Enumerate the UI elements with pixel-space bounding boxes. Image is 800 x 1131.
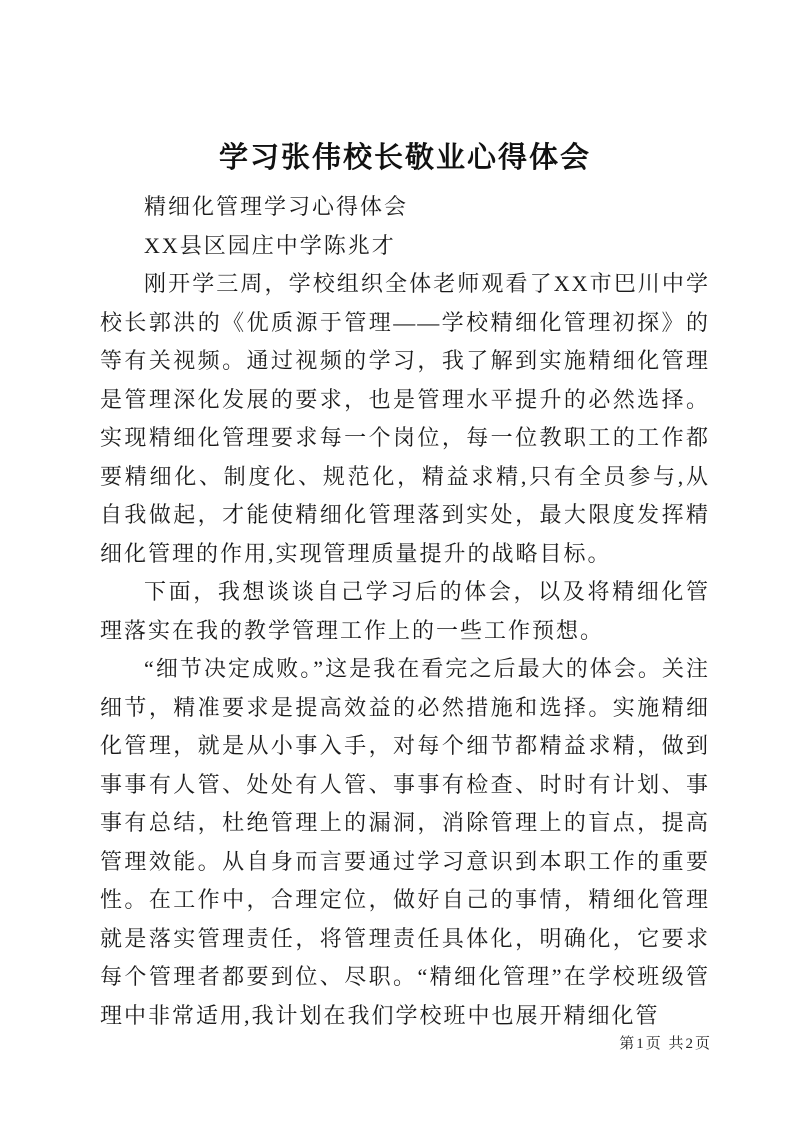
document-content [100, 138, 710, 1035]
paragraph-1: 刚开学三周，学校组织全体老师观看了XX市巴川中学校长郭洪的《优质源于管理——学校精细化管理初探》的等有关视频。通过视频的学习，我了解到实施精细化管理是管理深化发展的要求，也是管理水平提升的必然选择。实现精细化管理要求每一个岗位，每一位教职工的工作都要精细化、制度化、规范化，精益求精,只有全员参与,从自我做起，才能使精细化管理落到实处，最大限度发挥精细化管理的作用,实现管理质量提升的战略目标。 [100, 271, 710, 566]
page-number-footer: 第1页 共2页 [619, 1036, 712, 1052]
paragraph-2: 下面，我想谈谈自己学习后的体会，以及将精细化管理落实在我的教学管理工作上的一些工作预想。 [100, 579, 710, 643]
subtitle-line-1: 精细化管理学习心得体会 [144, 194, 409, 219]
subtitle-line-2: XX县区园庄中学陈兆才 [144, 232, 396, 258]
document-title: 学习张伟校长敬业心得体会 [218, 142, 591, 174]
paragraph-3: “细节决定成败。”这是我在看完之后最大的体会。关注细节，精准要求是提高效益的必然措施和选择。实施精细化管理，就是从小事入手，对每个细节都精益求精，做到事事有人管、处处有人管、事事有检查、时时有计划、事事有总结，杜绝管理上的漏洞，消除管理上的盲点，提高管理效能。从自身而言要通过学习意识到本职工作的重要性。在工作中，合理定位，做好自己的事情，精细化管理就是落实管理责任，将管理责任具体化，明确化，它要求每个管理者都要到位、尽职。“精细化管理”在学校班级管理中非常适用,我计划在我们学校班中也展开精细化管 [100, 656, 710, 1028]
